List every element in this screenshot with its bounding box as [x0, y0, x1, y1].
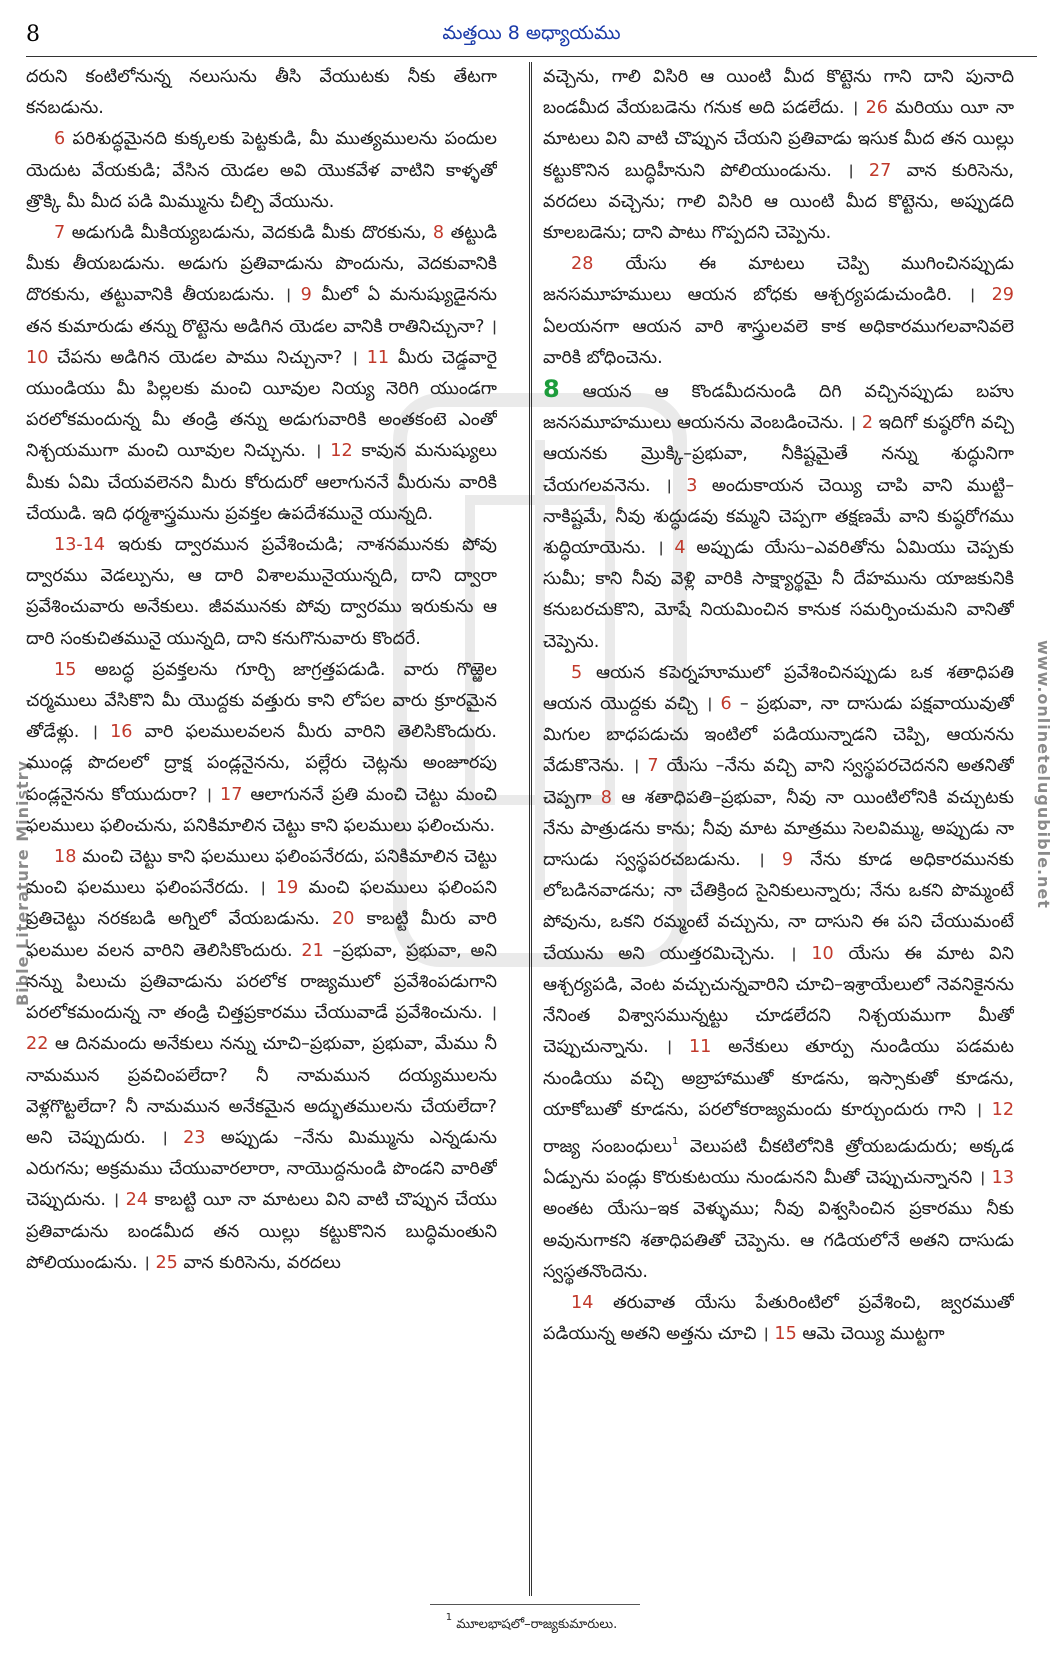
chapter-number: 8 — [543, 375, 560, 404]
verse-text — [98, 722, 110, 742]
verse-text — [982, 1100, 991, 1120]
left-column — [26, 62, 497, 1596]
verse-separator: । — [847, 160, 854, 181]
verse-text: చేపను అడిగిన యెడల పాము నిచ్చునా? — [48, 347, 352, 368]
verse-text: ఏలయనగా ఆయన వారి శాస్త్రులవలె కాక అధికారముగలవానివలె వారికి బోధించెను. — [543, 316, 1014, 368]
verse-text: వారి ఫలములవలన మీరు వారిని తెలిసికొందురు. ముండ్ల పొదలలో ద్రాక్ష పండ్లనైనను, పల్లేరు చెట్లను అంజూరపు పండ్లనైనను కోయుదురా? — [26, 722, 497, 805]
verse-text: అప్పుడు యేసు–ఎవరితోను ఏమియు చెప్పకు సుమీ; కాని నీవు వెళ్లి వారికి సాక్ష్యార్థమై నీ దేహమును యాజకునికి కనుబరచుకొని, మోషే నియమించిన కానుక సమర్పించుమని వానితో చెప్పెను. — [543, 538, 1014, 652]
page-number: 8 — [26, 22, 40, 47]
verse-separator: । — [975, 1099, 983, 1120]
verse-text: వాన కురిసెను, వరదలు — [177, 1252, 341, 1273]
verse-text: నేను కూడ అధికారమునకు లోబడినవాడను; నా చేతిక్రింద సైనికులున్నారు; నేను ఒకని పొమ్మంటే పోవును, ఒకని రమ్మంటే వచ్చును, నా దాసుని ఈ పని చేయుమంటే చేయును అని యుత్తరమిచ్చెను. — [543, 850, 1014, 964]
verse-separator: । — [632, 756, 640, 777]
verse-text: వచ్చెను, గాలి విసిరి ఆ యింటి మీద కొట్టెను గాని దాని పునాది బండమీద వేయబడెను గనుక అది పడలేదు. — [543, 67, 1014, 119]
paragraph — [26, 124, 497, 218]
verse-text: యేసు ఈ మాటలు చెప్పి ముగించినప్పుడు జనసమూహములు ఆయన బోధకు ఆశ్చర్యపడుచుండిరి. — [543, 254, 1014, 306]
verse-number: 17 — [220, 784, 243, 805]
verse-number: 7 — [647, 756, 659, 777]
verse-number: 23 — [183, 1127, 206, 1148]
verse-text: ఆయన ఆ కొండమీదనుండి దిగి వచ్చినప్పుడు బహు జనసమూహములు ఆయనను వెంబడించెను. — [543, 382, 1014, 434]
verse-separator: । — [789, 943, 797, 964]
verse-text — [672, 1037, 689, 1057]
verse-number: 27 — [868, 160, 892, 181]
verse-separator: । — [665, 1037, 673, 1058]
verse-separator: । — [665, 475, 672, 496]
verse-text — [797, 944, 812, 964]
verse-number: 21 — [301, 940, 324, 961]
verse-number: 15 — [774, 1324, 797, 1345]
verse-separator: । — [112, 1190, 120, 1211]
verse-number: 13-14 — [54, 535, 106, 556]
verse-text — [358, 348, 367, 368]
verse-text: మీరు చెడ్డవారై యుండియు మీ పిల్లలకు మంచి యీవుల నియ్య నెరిగి యుండగా పరలోకమందున్న మీ తండ్రి తన్ను అడుగువారికి అంతకంటె ఎంతో నిశ్చయముగా మంచి యీవుల నిచ్చును. — [26, 347, 497, 462]
verse-separator: । — [314, 441, 322, 462]
verse-text: అనేకులు తూర్పు నుండియు పడమట నుండియు వచ్చి అబ్రాహాముతో కూడను, ఇస్సాకుతో కూడను, యాకోబుతో కూడను, పరలోకరాజ్యమందు కూర్చుందురు గాని — [543, 1037, 1014, 1120]
verse-number: 3 — [686, 475, 698, 496]
verse-separator: । — [161, 1127, 168, 1148]
paragraph — [543, 1288, 1014, 1350]
column-divider — [529, 62, 532, 1596]
footnote-ref: 1 — [672, 1135, 679, 1147]
verse-number: 28 — [571, 254, 594, 275]
verse-number: 8 — [600, 787, 612, 808]
verse-text: పరిశుద్ధమైనది కుక్కలకు పెట్టకుడి, మీ ముత్యములను పందుల యెదుట వేయకుడి; వేసిన యెడల అవి యొకవేళ వాటిని కాళ్ళతో త్రొక్కి మీ మీద పడి మిమ్మును చీల్చి వేయును. — [26, 129, 497, 212]
verse-text: ఆ శతాధిపతి–ప్రభువా, నీవు నా యింటిలోనికి వచ్చుటకు నేను పాత్రుడను కాను; నీవు మాట మాత్రము సెలవిమ్ము, అప్పుడు నా దాసుడు స్వస్థపరచబడును. — [543, 787, 1014, 871]
paragraph — [26, 842, 497, 1279]
verse-text: ఆమె చెయ్యి ముట్టగా — [796, 1324, 945, 1345]
verse-separator: । — [705, 694, 713, 715]
verse-number: 25 — [155, 1252, 178, 1273]
verse-text: యేసు ఈ మాట విని ఆశ్చర్యపడి, వెంట వచ్చుచున్నవారిని చూచి–ఇశ్రాయేలులో నెవనికైనను నేనింత విశ్వాసమున్నట్టు చూడలేదని నిశ్చయముగా మీతో చెప్పుచున్నాను. — [543, 943, 1014, 1058]
verse-text — [712, 694, 720, 714]
verse-text — [854, 161, 869, 181]
verse-text: ఆ దినమందు అనేకులు నన్ను చూచి–ప్రభువా, ప్రభువా, మేము నీ నామమున ప్రవచింపలేదా? నీ నామమున దయ్యములను వెళ్లగొట్టలేదా? నీ నామమున అనేకమైన అద్భుతములను చేయలేదా? అని చెప్పుదురు. — [26, 1034, 497, 1148]
verse-number: 6 — [54, 129, 66, 150]
verse-number: 4 — [674, 538, 686, 559]
verse-number: 12 — [330, 441, 353, 462]
verse-text — [266, 878, 276, 898]
verse-number: 15 — [54, 659, 77, 680]
verse-number: 13 — [991, 1168, 1014, 1189]
verse-text: యేసు –నేను వచ్చి వాని స్వస్థపరచెదనని అతనితో చెప్పగా — [543, 756, 1014, 808]
verse-text: ఆయన కపెర్నహూములో ప్రవేశించినప్పుడు ఒక శతాధిపతి ఆయన యొద్దకు వచ్చి — [543, 662, 1014, 715]
verse-separator: । — [205, 784, 213, 805]
verse-number: 8 — [432, 223, 445, 244]
verse-text: మరియు యీ నా మాటలు విని వాటి చొప్పున చేయని ప్రతివాడు ఇసుక మీద తన యిల్లు కట్టుకొనిన బుద్ధిహీనుని పోలియుండును. — [543, 98, 1014, 181]
verse-separator: । — [656, 538, 664, 559]
verse-text: మీలో ఏ మనుష్యుడైనను తన కుమారుడు తన్ను రొట్టెను అడిగిన యెడల వానికి రాతినిచ్చునా? — [26, 285, 497, 337]
paragraph — [26, 530, 497, 655]
paragraph — [543, 62, 1014, 249]
verse-number: 7 — [54, 223, 66, 244]
paragraph — [26, 62, 497, 124]
header-rule — [26, 56, 1037, 57]
footnote-text: మూలభాషలో–రాజ్యకుమారులు. — [452, 1617, 618, 1632]
verse-text: అందుకాయన చెయ్యి చాపి వాని ముట్టి–నాకిష్టమే, నీవు శుద్ధుడవు కమ్మని చెప్పగా తక్షణమే వాని కుష్ఠరోగము శుద్ధియాయెను. — [543, 475, 1014, 559]
verse-number: 19 — [275, 878, 299, 899]
verse-text — [212, 785, 220, 805]
verse-text — [672, 476, 686, 496]
verse-number: 10 — [811, 943, 834, 964]
verse-text: అడుగుడి మీకియ్యబడును, వెదకుడి మీకు దొరకును, — [65, 223, 433, 244]
verse-text: మంచి చెట్టు కాని ఫలములు ఫలింపనేరదు, పనికిమాలిన చెట్టు మంచి ఫలములు ఫలింపనేరదు. — [26, 847, 497, 899]
verse-text: కావున మనుష్యులు మీకు ఏమి చేయవలెనని మీరు కోరుదురో ఆలాగుననే మీరును వారికి చేయుడి. ఇది ధర్మశాస్త్రమును ప్రవక్తల ఉపదేశమునై యున్నది. — [26, 441, 497, 524]
verse-text: ఆలాగుననే ప్రతి మంచి చెట్టు మంచి ఫలములు ఫలించును, పనికిమాలిన చెట్టు కాని ఫలములు ఫలించును. — [26, 784, 497, 836]
verse-separator: । — [851, 98, 859, 119]
verse-separator: । — [757, 850, 765, 871]
verse-text: ఇరుకు ద్వారమున ప్రవేశించుడి; నాశనమునకు పోవు ద్వారము వెడల్పును, ఆ దారి విశాలమునైయున్నది, దాని ద్వారా ప్రవేశించువారు అనేకులు. జీవమునకు పోవు ద్వారము ఇరుకును ఆ దారి సంకుచితమునై యున్నది, దాని కనుగొనువారు కొందరే. — [26, 535, 497, 649]
verse-number: 5 — [571, 662, 583, 683]
verse-number: 22 — [26, 1034, 49, 1055]
verse-text: అప్పుడు –నేను మిమ్మును ఎన్నడును ఎరుగను; అక్రమము చేయువారలారా, నాయొద్దనుండి పొండని వారితో చెప్పుదును. — [26, 1127, 497, 1211]
verse-text: అంతట యేసు–ఇక వెళ్ళుము; నీవు విశ్వసించిన ప్రకారము నీకు అవునుగాకని శతాధిపతితో చెప్పెను. ఆ గడియలోనే అతని దాసుడు స్వస్థతనొందెను. — [543, 1199, 1014, 1282]
verse-text — [321, 441, 330, 461]
footnote — [0, 1612, 1063, 1635]
verse-number: 10 — [26, 347, 49, 368]
verse-text — [291, 285, 301, 305]
verse-number: 9 — [300, 285, 312, 306]
verse-number: 26 — [865, 98, 888, 119]
verse-text — [168, 1128, 183, 1148]
running-head: మత్తయి 8 అధ్యాయము — [442, 22, 621, 44]
side-label-left: Bible Literature Ministry — [13, 760, 32, 1007]
verse-text: వాన కురిసెను, వరదలు వచ్చెను; గాలి విసిరి ఆ యింటి మీద కొట్టెను, అప్పుడది కూలబడెను; దాని పాటు గొప్పదని చెప్పెను. — [543, 160, 1014, 244]
verse-separator: । — [259, 878, 266, 899]
verse-number: 29 — [991, 285, 1014, 306]
verse-text: దరుని కంటిలోనున్న నలుసును తీసి వేయుటకు నీకు తేటగా కనబడును. — [26, 67, 497, 119]
verse-separator: । — [284, 285, 292, 306]
verse-number: 16 — [110, 722, 133, 743]
verse-separator: । — [762, 1324, 769, 1345]
paragraph — [543, 374, 1014, 658]
verse-number: 9 — [781, 850, 794, 871]
verse-number: 24 — [125, 1190, 149, 1211]
verse-text: మంచి ఫలములు ఫలింపని ప్రతిచెట్టు నరకబడి అగ్నిలో వేయబడును. — [26, 878, 497, 930]
verse-separator: । — [490, 1003, 497, 1024]
verse-text — [664, 538, 675, 558]
verse-separator: । — [978, 1168, 986, 1189]
verse-number: 20 — [332, 909, 355, 930]
verse-text: – ప్రభువా, నా దాసుడు పక్షవాయువుతో మిగుల బాధపడుచు ఇంటిలో పడియున్నాడని చెప్పి, ఆయనను వేడుకొనెను. — [543, 694, 1014, 777]
verse-text: తట్టుడి మీకు తీయబడును. అడుగు ప్రతివాడును పొందును, వెదకువానికి దొరకును, తట్టువానికి తీయబడును. — [26, 223, 497, 306]
verse-text — [858, 98, 865, 118]
verse-separator: । — [490, 316, 497, 337]
right-column — [543, 62, 1014, 1596]
verse-separator: । — [91, 722, 99, 743]
verse-separator: । — [351, 347, 358, 368]
side-label-right: www.onlinetelugubible.net — [1034, 640, 1053, 909]
paragraph — [543, 658, 1014, 1288]
verse-text — [765, 850, 782, 870]
verse-text: –ప్రభువా, ప్రభువా, అని నన్ను పిలుచు ప్రతివాడును పరలోక రాజ్యములో ప్రవేశింపడుగాని పరలోకమందున్న నా తండ్రి చిత్తప్రకారము చేయువాడే ప్రవేశించును. — [26, 940, 497, 1024]
verse-number: 6 — [720, 694, 732, 715]
paragraph — [26, 655, 497, 842]
verse-number: 12 — [991, 1099, 1014, 1120]
footnote-marker: 1 — [445, 1612, 453, 1623]
verse-number: 18 — [54, 847, 77, 868]
verse-text: రాజ్య సంబంధులు — [543, 1136, 673, 1157]
verse-text: కాబట్టి మీరు వారి ఫలముల వలన వారిని తెలిసికొందురు. — [26, 909, 497, 961]
verse-separator: । — [143, 1252, 150, 1273]
verse-number: 11 — [688, 1037, 712, 1058]
paragraph — [26, 218, 497, 530]
verse-text: అబద్ధ ప్రవక్తలను గూర్చి జాగ్రత్తపడుడి. వారు గొఱ్ఱెల చర్మములు వేసికొని మీ యొద్దకు వత్తురు కాని లోపల వారు క్రూరమైన తోడేళ్లు. — [26, 659, 497, 743]
verse-separator: । — [968, 285, 976, 306]
verse-text — [975, 285, 991, 305]
verse-text: కాబట్టి యీ నా మాటలు విని వాటి చొప్పున చేయు ప్రతివాడును బండమీద తన యిల్లు కట్టుకొనిన బుద్ధిమంతుని పోలియుండును. — [26, 1190, 497, 1273]
verse-separator: । — [849, 413, 857, 434]
verse-text: తరువాత యేసు పేతురింటిలో ప్రవేశించి, జ్వరముతో పడియున్న అతని అత్తను చూచి — [543, 1292, 1014, 1345]
paragraph — [543, 249, 1014, 374]
verse-text: వెలుపటి చీకటిలోనికి త్రోయబడుదురు; అక్కడ ఏడ్పును పండ్లు కొరుకుటయు నుండునని మీతో చెప్పుచున్నానని — [543, 1136, 1014, 1189]
footnote-rule — [430, 1604, 640, 1605]
verse-number: 14 — [571, 1292, 594, 1313]
verse-text: ఇదిగో కుష్ఠరోగి వచ్చి ఆయనకు మ్రొక్కి–ప్రభువా, నీకిష్టమైతే నన్ను శుద్ధునిగా చేయగలవనెను. — [543, 413, 1014, 496]
verse-number: 2 — [861, 413, 874, 434]
verse-number: 11 — [366, 347, 390, 368]
